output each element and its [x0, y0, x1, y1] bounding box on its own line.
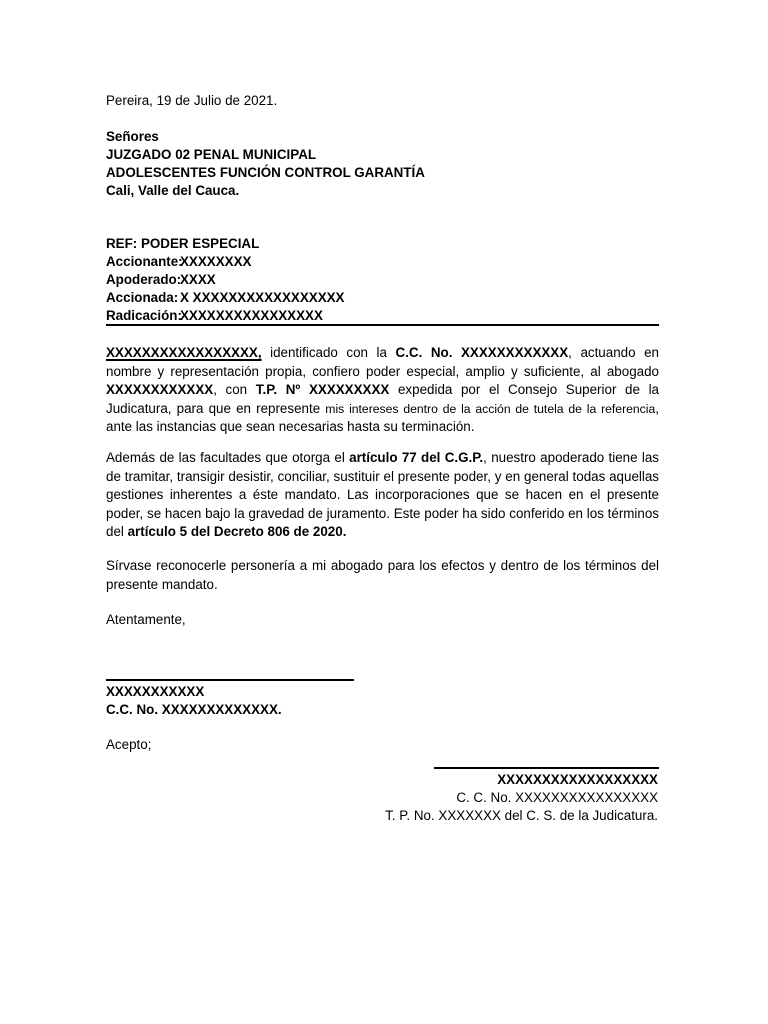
ref-row-accionante: [106, 253, 251, 271]
paragraph-grant: [106, 344, 659, 437]
court-name: JUZGADO 02 PENAL MUNICIPAL: [106, 147, 317, 162]
lawyer-signature-tp: T. P. No. XXXXXXX del C. S. de la Judicatura.: [385, 808, 658, 823]
text-run: expedida por el Consejo Superior de la Judicatura, para que en represente: [106, 382, 659, 416]
acceptance: Acepto;: [106, 737, 152, 752]
ref-divider: [106, 324, 659, 326]
ref-label: Accionante:: [106, 254, 183, 269]
paragraph-faculties: [106, 449, 659, 542]
text-run: , nuestro apoderado tiene las de tramitar, transigir desistir, conciliar, sustituir el presente poder, y en general todas aquellas gestiones inherentes a éste mandato. Las incorporaciones que se hacen en el presente poder, se hacen bajo la gravedad de juramento. Este poder ha sido conferido en los términos del: [106, 450, 660, 540]
small-text-run: mis intereses dentro de la acción de tutela de la referencia: [325, 401, 656, 416]
ref-row-apoderado: [106, 271, 216, 289]
text-run: Además de las facultades que otorga el: [106, 450, 350, 465]
grantor-id: C.C. No. XXXXXXXXXXXX: [395, 345, 569, 360]
paragraph-recognition: Sírvase reconocerle personería a mi abogado para los efectos y dentro de los términos del presente mandato.: [106, 558, 659, 592]
grantor-signature-id: C.C. No. XXXXXXXXXXXXX.: [106, 702, 282, 717]
text-run: , actuando en nombre y representación propia, confiero poder especial, amplio y suficiente, al abogado: [106, 345, 659, 379]
grantor-signature-line: [106, 679, 354, 681]
lawyer-signature-id: C. C. No. XXXXXXXXXXXXXXXX: [456, 790, 658, 805]
ref-value: XXXXXXXX: [180, 254, 252, 269]
ref-value: X XXXXXXXXXXXXXXXXX: [180, 290, 345, 305]
salutation: Señores: [106, 129, 159, 144]
decree-ref: artículo 5 del Decreto 806 de 2020.: [127, 524, 347, 540]
grantor-name: XXXXXXXXXXXXXXXXX,: [106, 345, 262, 360]
ref-value: XXXXXXXXXXXXXXXX: [180, 308, 323, 323]
court-function: ADOLESCENTES FUNCIÓN CONTROL GARANTÍA: [106, 165, 425, 180]
ref-label: Apoderado:: [106, 272, 182, 287]
ref-row-accionada: [106, 289, 345, 307]
ref-title: REF: PODER ESPECIAL: [106, 236, 260, 251]
court-city: Cali, Valle del Cauca.: [106, 183, 240, 198]
closing: Atentamente,: [106, 612, 186, 627]
grantor-signature-name: XXXXXXXXXXX: [106, 684, 205, 699]
text-run: , ante las instancias que sean necesarias hasta su terminación.: [106, 400, 659, 435]
text-run: identificado con la: [261, 345, 396, 360]
lawyer-signature-name: XXXXXXXXXXXXXXXXXX: [497, 772, 658, 787]
lawyer-name: XXXXXXXXXXXX: [106, 382, 214, 398]
ref-label: Accionada:: [106, 290, 179, 305]
lawyer-tp: T.P. Nº XXXXXXXXX: [255, 382, 390, 398]
ref-label: Radicación:: [106, 308, 182, 323]
date-line: Pereira, 19 de Julio de 2021.: [106, 93, 278, 108]
text-run: , con: [213, 382, 256, 398]
ref-row-radicacion: [106, 307, 323, 325]
ref-value: XXXX: [180, 272, 216, 287]
article-77-ref: artículo 77 del C.G.P.: [349, 450, 484, 465]
lawyer-signature-line: [434, 767, 659, 769]
